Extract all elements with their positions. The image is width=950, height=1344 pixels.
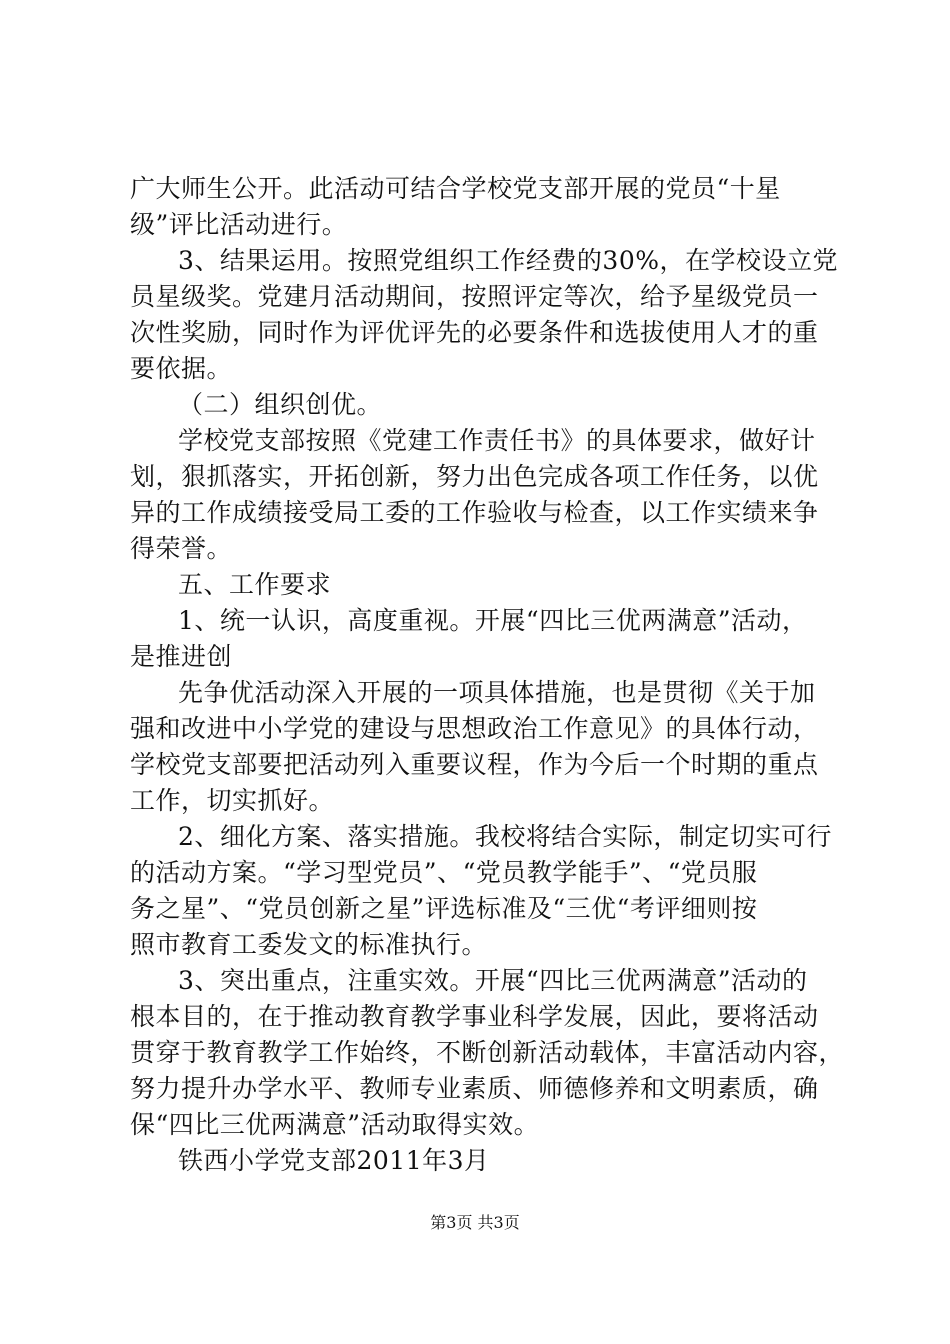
text-line: 学校党支部要把活动列入重要议程，作为今后一个时期的重点: [130, 750, 819, 779]
text-line: 务之星”、“党员创新之星”评选标准及“三优“考评细则按: [130, 894, 758, 923]
page-footer: 第3页 共3页: [430, 1213, 520, 1232]
section-heading: （二）组织创优。: [178, 390, 383, 419]
text-line: 根本目的，在于推动教育教学事业科学发展，因此，要将活动: [130, 1002, 819, 1031]
text-line: 1、统一认识，高度重视。开展“四比三优两满意”活动，: [178, 606, 808, 635]
text-line: 是推进创: [130, 642, 233, 671]
text-line: 贯穿于教育教学工作始终，不断创新活动载体，丰富活动内容，: [130, 1038, 845, 1067]
text-line: 得荣誉。: [130, 534, 233, 563]
text-line: 强和改进中小学党的建设与思想政治工作意见》的具体行动，: [130, 714, 819, 743]
section-heading: 五、工作要求: [178, 570, 332, 599]
text-line: 先争优活动深入开展的一项具体措施，也是贯彻《关于加: [178, 678, 816, 707]
text-line: 划，狠抓落实，开拓创新，努力出色完成各项工作任务，以优: [130, 462, 819, 491]
text-line: 广大师生公开。此活动可结合学校党支部开展的党员“十星: [130, 174, 781, 203]
text-line: 3、突出重点，注重实效。开展“四比三优两满意”活动的: [178, 966, 808, 995]
text-line: 学校党支部按照《党建工作责任书》的具体要求，做好计: [178, 426, 816, 455]
text-line: 保“四比三优两满意”活动取得实效。: [130, 1110, 540, 1139]
text-line: 要依据。: [130, 354, 233, 383]
text-line: 级”评比活动进行。: [130, 210, 348, 239]
text-line: 员星级奖。党建月活动期间，按照评定等次，给予星级党员一: [130, 282, 819, 311]
signature-line: 铁西小学党支部2011年3月: [178, 1146, 490, 1175]
text-line: 异的工作成绩接受局工委的工作验收与检查，以工作实绩来争: [130, 498, 819, 527]
text-line: 努力提升办学水平、教师专业素质、师德修养和文明素质，确: [130, 1074, 819, 1103]
text-line: 次性奖励，同时作为评优评先的必要条件和选拔使用人才的重: [130, 318, 819, 347]
text-line: 2、细化方案、落实措施。我校将结合实际，制定切实可行: [178, 822, 832, 851]
text-line: 照市教育工委发文的标准执行。: [130, 930, 488, 959]
text-line: 工作，切实抓好。: [130, 786, 335, 815]
text-line: 的活动方案。“学习型党员”、“党员教学能手”、“党员服: [130, 858, 758, 887]
text-line: 3、结果运用。按照党组织工作经费的30%，在学校设立党: [178, 246, 838, 275]
